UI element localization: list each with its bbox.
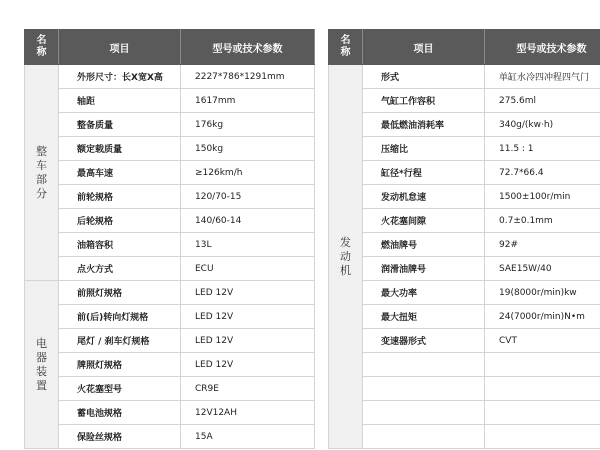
item-cell	[363, 353, 485, 377]
category-cell	[25, 281, 59, 449]
table-row	[329, 257, 600, 281]
item-cell: 最大功率	[363, 281, 485, 305]
category-char: 分	[36, 186, 47, 200]
table-row	[329, 137, 600, 161]
header-row	[329, 30, 600, 65]
item-cell: 气缸工作容积	[363, 89, 485, 113]
value-cell: 1617mm	[181, 89, 315, 113]
table-row	[25, 209, 315, 233]
category-char: 置	[36, 378, 47, 392]
table-row	[329, 377, 600, 401]
item-cell: 润滑油牌号	[363, 257, 485, 281]
item-cell: 保险丝规格	[59, 425, 181, 449]
item-cell: 牌照灯规格	[59, 353, 181, 377]
value-cell: 12V12AH	[181, 401, 315, 425]
item-cell: 最高车速	[59, 161, 181, 185]
header-category-char: 名	[36, 35, 47, 46]
header-category-char: 称	[340, 47, 351, 58]
category-char: 装	[36, 364, 47, 378]
item-cell: 发动机怠速	[363, 185, 485, 209]
header-category-char: 称	[36, 47, 47, 58]
spec-table-right	[328, 29, 600, 449]
item-cell: 前轮规格	[59, 185, 181, 209]
value-cell: SAE15W/40	[485, 257, 600, 281]
item-cell: 轴距	[59, 89, 181, 113]
table-row	[25, 425, 315, 449]
table-row	[25, 65, 315, 89]
value-cell: 176kg	[181, 113, 315, 137]
value-cell: 13L	[181, 233, 315, 257]
value-cell: 120/70-15	[181, 185, 315, 209]
value-cell: 340g/(kw·h)	[485, 113, 600, 137]
header-category	[25, 30, 59, 65]
value-cell: 19(8000r/min)kw	[485, 281, 600, 305]
table-row	[25, 89, 315, 113]
value-cell: 150kg	[181, 137, 315, 161]
value-cell	[485, 401, 600, 425]
item-cell	[363, 377, 485, 401]
value-cell: LED 12V	[181, 305, 315, 329]
item-cell: 最大扭矩	[363, 305, 485, 329]
item-cell	[363, 425, 485, 449]
value-cell: 15A	[181, 425, 315, 449]
value-cell: LED 12V	[181, 281, 315, 305]
value-cell: ECU	[181, 257, 315, 281]
item-cell: 额定载质量	[59, 137, 181, 161]
item-cell: 压缩比	[363, 137, 485, 161]
value-cell: 24(7000r/min)N•m	[485, 305, 600, 329]
header-value: 型号或技术参数	[181, 30, 315, 65]
category-char: 部	[36, 172, 47, 186]
table-row	[329, 233, 600, 257]
table-row	[25, 161, 315, 185]
category-char: 发	[340, 235, 351, 249]
category-cell	[25, 65, 59, 281]
table-row	[329, 209, 600, 233]
table-row	[329, 89, 600, 113]
category-char: 机	[340, 263, 351, 277]
table-row	[25, 305, 315, 329]
table-row	[329, 65, 600, 89]
value-cell: 92#	[485, 233, 600, 257]
table-row	[329, 305, 600, 329]
table-row	[329, 401, 600, 425]
table-row	[25, 137, 315, 161]
value-cell: 2227*786*1291mm	[181, 65, 315, 89]
item-cell: 整备质量	[59, 113, 181, 137]
table-row	[25, 353, 315, 377]
category-char: 动	[340, 249, 351, 263]
item-cell	[363, 401, 485, 425]
value-cell: 72.7*66.4	[485, 161, 600, 185]
value-cell: CVT	[485, 329, 600, 353]
category-char: 整	[36, 144, 47, 158]
table-row	[329, 113, 600, 137]
table-row	[25, 329, 315, 353]
item-cell: 后轮规格	[59, 209, 181, 233]
value-cell: CR9E	[181, 377, 315, 401]
item-cell: 蓄电池规格	[59, 401, 181, 425]
item-cell: 油箱容积	[59, 233, 181, 257]
item-cell: 缸径*行程	[363, 161, 485, 185]
value-cell: 11.5 : 1	[485, 137, 600, 161]
category-char: 车	[36, 158, 47, 172]
header-category	[329, 30, 363, 65]
category-cell	[329, 65, 363, 449]
header-row	[25, 30, 315, 65]
header-value: 型号或技术参数	[485, 30, 600, 65]
value-cell	[485, 353, 600, 377]
item-cell: 前(后)转向灯规格	[59, 305, 181, 329]
value-cell: LED 12V	[181, 353, 315, 377]
category-char: 器	[36, 350, 47, 364]
value-cell: 1500±100r/min	[485, 185, 600, 209]
category-char: 电	[36, 336, 47, 350]
table-row	[25, 281, 315, 305]
value-cell	[485, 377, 600, 401]
value-cell: 0.7±0.1mm	[485, 209, 600, 233]
value-cell: 单缸水冷四冲程四气门	[485, 65, 600, 89]
value-cell	[485, 425, 600, 449]
item-cell: 燃油牌号	[363, 233, 485, 257]
header-category-char: 名	[340, 35, 351, 46]
table-row	[25, 185, 315, 209]
header-item: 项目	[363, 30, 485, 65]
item-cell: 前照灯规格	[59, 281, 181, 305]
table-row	[25, 233, 315, 257]
table-row	[329, 281, 600, 305]
value-cell: ≥126km/h	[181, 161, 315, 185]
item-cell: 火花塞型号	[59, 377, 181, 401]
item-cell: 外形尺寸：长X宽X高	[59, 65, 181, 89]
item-cell: 火花塞间隙	[363, 209, 485, 233]
item-cell: 点火方式	[59, 257, 181, 281]
table-row	[25, 401, 315, 425]
item-cell: 形式	[363, 65, 485, 89]
item-cell: 最低燃油消耗率	[363, 113, 485, 137]
table-row	[329, 185, 600, 209]
spec-table-left	[24, 29, 315, 449]
value-cell: 140/60-14	[181, 209, 315, 233]
table-row	[25, 257, 315, 281]
table-row	[329, 425, 600, 449]
table-row	[329, 353, 600, 377]
table-row	[25, 377, 315, 401]
value-cell: 275.6ml	[485, 89, 600, 113]
item-cell: 尾灯 / 刹车灯规格	[59, 329, 181, 353]
table-row	[329, 161, 600, 185]
header-item: 项目	[59, 30, 181, 65]
table-row	[25, 113, 315, 137]
item-cell: 变速器形式	[363, 329, 485, 353]
table-row	[329, 329, 600, 353]
value-cell: LED 12V	[181, 329, 315, 353]
